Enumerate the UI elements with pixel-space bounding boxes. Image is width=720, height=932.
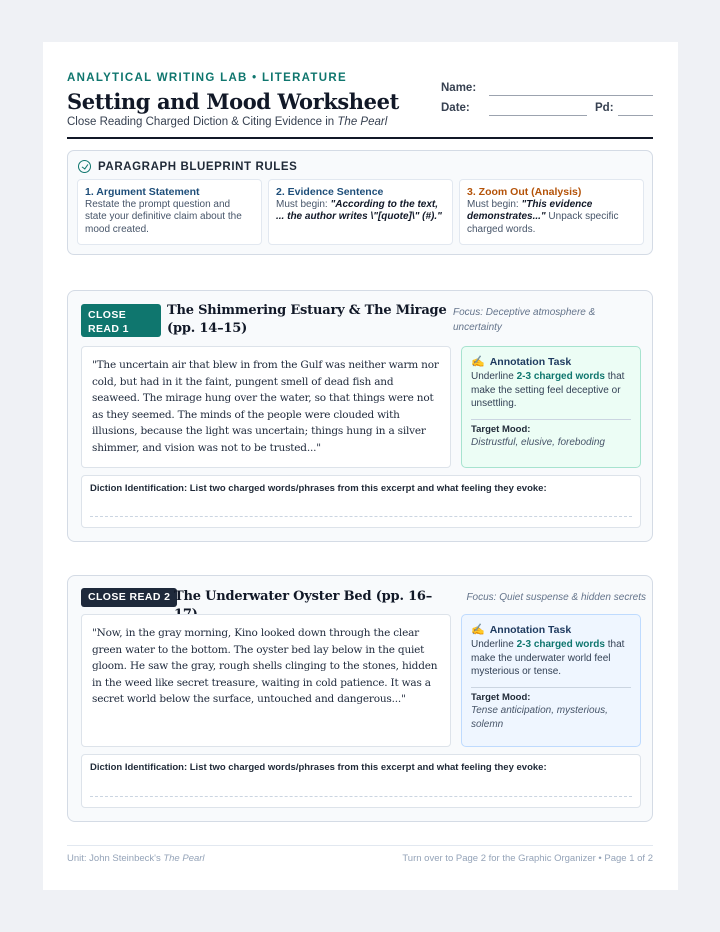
name-label: Name:: [441, 82, 477, 94]
instruction-suffix: that make the underwater world feel mysterious or tense.: [471, 639, 625, 677]
instruction-highlight: 2-3 charged words: [516, 639, 605, 650]
blueprint-card-body: Restate the prompt question and state your definitive claim about the mood created.: [85, 199, 242, 235]
section-title: The Underwater Oyster Bed (pp. 16–: [174, 589, 433, 604]
header-divider: [67, 137, 653, 139]
annotation-task-header: [471, 623, 631, 636]
diction-prompt: Diction Identification: List two charged words/phrases from this excerpt and what feeling they evoke:: [90, 483, 547, 494]
blueprint-title: PARAGRAPH BLUEPRINT RULES: [98, 160, 298, 173]
instruction-prefix: Underline: [471, 639, 517, 650]
annotation-instructions: [471, 370, 631, 411]
annotation-task-header: [471, 355, 631, 368]
annotation-instructions: [471, 638, 631, 679]
close-read-section-1: [67, 290, 653, 542]
excerpt-passage: "Now, in the gray morning, Kino looked down through the clear green water to the bottom. The oyster bed lay below in the quiet gloom. He saw the gray, rough shells clinging to the stones, hidden in the weed like secret treasure, waiting in cold patience. It was a secret world below the surface, untouched and dangerous...": [81, 614, 451, 747]
blueprint-card-analysis: [459, 179, 644, 245]
blueprint-panel: [67, 150, 653, 255]
footer-divider: [67, 845, 653, 846]
blueprint-card-title: 2. Evidence Sentence: [276, 186, 384, 198]
instruction-highlight: 2-3 charged words: [516, 371, 605, 382]
blueprint-card-evidence: [268, 179, 453, 245]
card-body-em: "This evidence demonstrates...": [467, 199, 593, 223]
blueprint-card-body: [467, 199, 636, 236]
blueprint-card-title: 3. Zoom Out (Analysis): [467, 186, 582, 198]
card-body-em: "According to the text, ... the author writes \"[quote]\" (#).": [276, 199, 442, 223]
kicker-label: ANALYTICAL WRITING LAB • LITERATURE: [67, 72, 347, 84]
footer-unit-book: The Pearl: [163, 853, 205, 864]
close-read-section-2: [67, 575, 653, 822]
annotation-task-panel: [461, 346, 641, 468]
annotation-divider: [471, 419, 631, 420]
instruction-prefix: Underline: [471, 371, 517, 382]
footer-page-info: Turn over to Page 2 for the Graphic Organizer • Page 1 of 2: [402, 853, 653, 864]
card-body-prefix: Must begin:: [467, 199, 522, 210]
period-label: Pd:: [595, 102, 614, 114]
annotation-task-title: Annotation Task: [489, 355, 572, 368]
blueprint-card-argument: [77, 179, 262, 245]
annotation-task-title: Annotation Task: [489, 623, 572, 636]
diction-prompt: Diction Identification: List two charged words/phrases from this excerpt and what feeling they evoke:: [90, 762, 547, 773]
subtitle-text: Close Reading Charged Diction & Citing Evidence in: [67, 116, 338, 128]
footer-unit-prefix: Unit: John Steinbeck's: [67, 853, 164, 864]
diction-answer-line[interactable]: [90, 796, 632, 797]
subtitle-book: The Pearl: [337, 116, 388, 128]
annotation-divider: [471, 687, 631, 688]
period-field[interactable]: [618, 115, 653, 116]
name-field[interactable]: [489, 95, 653, 96]
pen-icon: ✍: [471, 356, 485, 368]
blueprint-card-body: [276, 199, 445, 224]
close-read-badge: CLOSE READ 2: [81, 588, 177, 607]
footer-unit: [67, 853, 205, 864]
diction-identification-box[interactable]: [81, 754, 641, 808]
card-body-suffix: Unpack specific charged words.: [467, 211, 619, 235]
date-label: Date:: [441, 102, 470, 114]
target-mood-label: Target Mood:: [471, 691, 531, 703]
date-field[interactable]: [489, 115, 587, 116]
check-circle-icon: [78, 160, 91, 173]
pen-icon: ✍: [471, 624, 485, 636]
section-title: The Shimmering Estuary & The Mirage (pp. 14–15): [167, 303, 447, 336]
target-mood-value: Distrustful, elusive, foreboding: [471, 436, 605, 448]
diction-answer-line[interactable]: [90, 516, 632, 517]
close-read-badge: CLOSE READ 1: [81, 304, 161, 337]
excerpt-passage: "The uncertain air that blew in from the Gulf was neither warm nor cold, but had in it the faint, pungent smell of dead fish and seaweed. The mirage hung over the water, so that things were not as they seemed. The minds of the people were clouded with illusions, because the light was uncertain; things hung in a silver shimmer, and vision was not to be trusted...": [81, 346, 451, 468]
blueprint-header: [78, 160, 297, 173]
target-mood-label: Target Mood:: [471, 423, 531, 435]
page-title: Setting and Mood Worksheet: [67, 89, 399, 114]
page-subtitle: [67, 116, 387, 128]
card-body-prefix: Must begin:: [276, 199, 331, 210]
worksheet-page: [43, 42, 678, 890]
instruction-suffix: that make the setting feel deceptive or unsettling.: [471, 371, 625, 409]
diction-identification-box[interactable]: [81, 475, 641, 528]
blueprint-card-title: 1. Argument Statement: [85, 186, 200, 198]
annotation-task-panel: [461, 614, 641, 747]
target-mood-value: Tense anticipation, mysterious, solemn: [471, 704, 608, 730]
section-focus: Focus: Quiet suspense & hidden secrets: [466, 592, 646, 603]
section-focus: Focus: Deceptive atmosphere & uncertainty: [453, 307, 596, 333]
